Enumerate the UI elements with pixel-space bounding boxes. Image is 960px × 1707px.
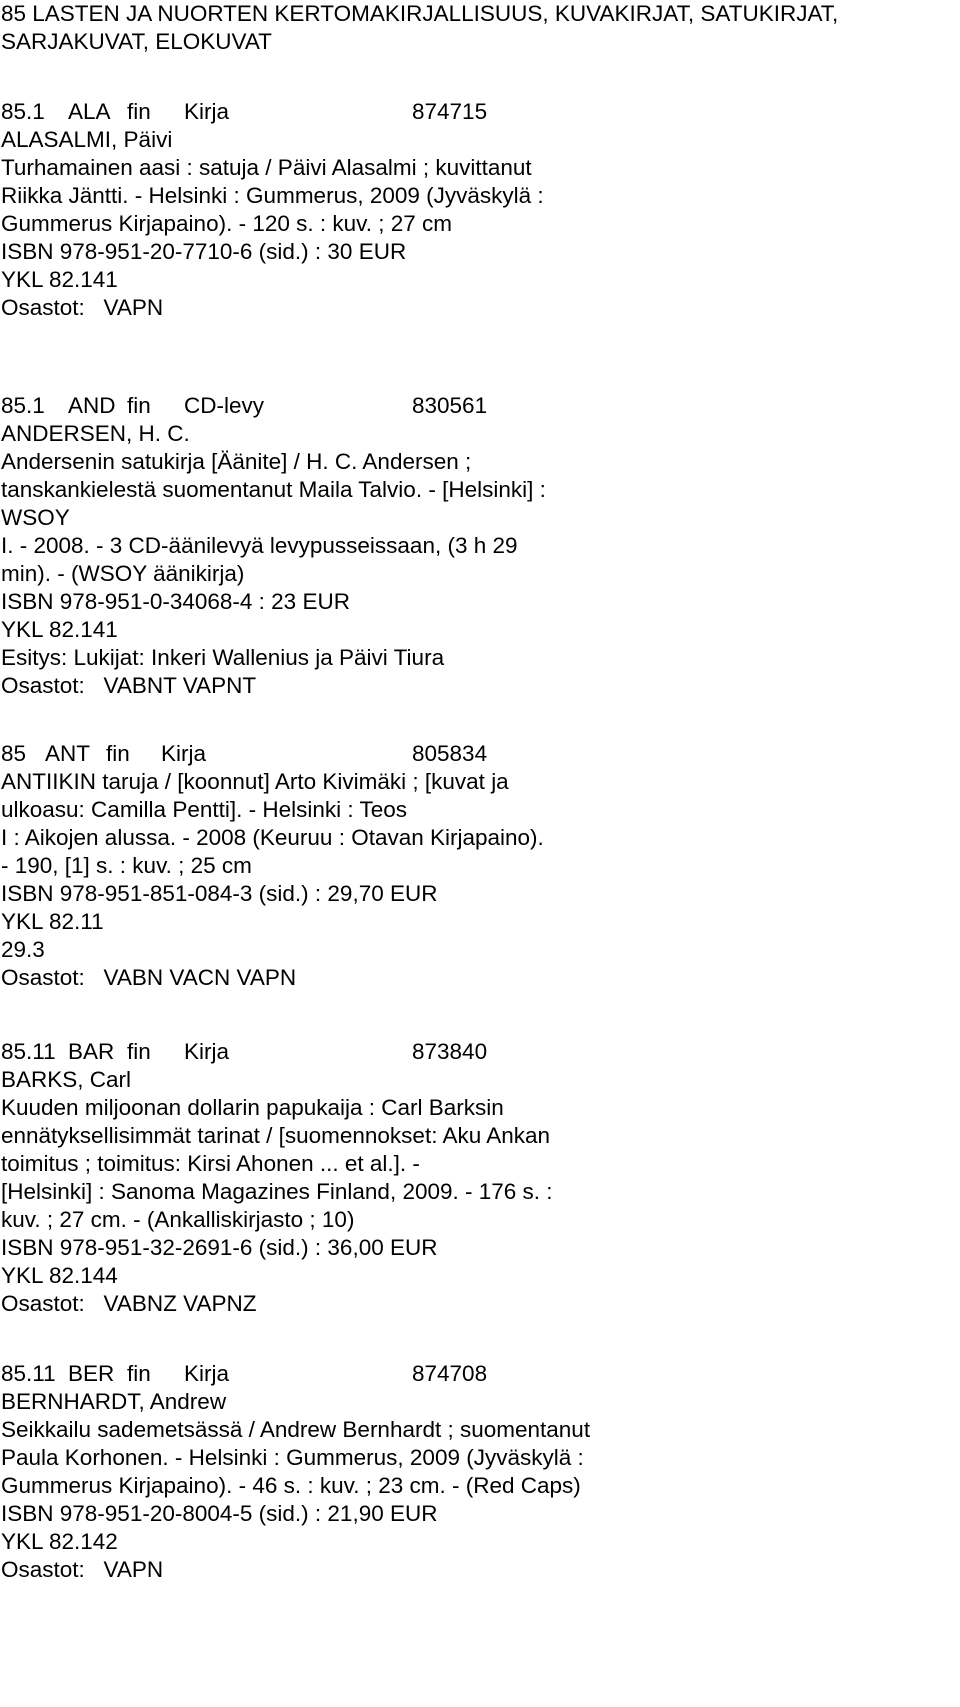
- entry-type: Kirja: [184, 1361, 230, 1386]
- entry-line: Seikkailu sademetsässä / Andrew Bernhardt ; suomentanut: [1, 1417, 591, 1442]
- entry-code: ALA: [68, 99, 111, 124]
- entry-lang: fin: [127, 1361, 151, 1386]
- entry-line: ANTIIKIN taruja / [koonnut] Arto Kivimäki ; [kuvat ja: [1, 769, 509, 794]
- entry-departments: Osastot: VABN VACN VAPN: [1, 965, 297, 990]
- entry-class: 85.1: [1, 99, 45, 124]
- entry-line: ISBN 978-951-0-34068-4 : 23 EUR: [1, 589, 350, 614]
- entry-line: ISBN 978-951-32-2691-6 (sid.) : 36,00 EUR: [1, 1235, 438, 1260]
- entry-line: kuv. ; 27 cm. - (Ankalliskirjasto ; 10): [1, 1207, 355, 1232]
- entry-line: I : Aikojen alussa. - 2008 (Keuruu : Otavan Kirjapaino).: [1, 825, 544, 850]
- entry-number: 805834: [412, 741, 488, 766]
- section-title-line-2: SARJAKUVAT, ELOKUVAT: [1, 29, 272, 54]
- entry-type: Kirja: [161, 741, 207, 766]
- entry-number: 874708: [412, 1361, 488, 1386]
- entry-type: Kirja: [184, 1039, 230, 1064]
- entry-type: Kirja: [184, 99, 230, 124]
- entry-lang: fin: [127, 1039, 151, 1064]
- entry-lang: fin: [127, 99, 151, 124]
- entry-line: ulkoasu: Camilla Pentti]. - Helsinki : Teos: [1, 797, 407, 822]
- entry-line: ANDERSEN, H. C.: [1, 421, 190, 446]
- entry-number: 873840: [412, 1039, 488, 1064]
- entry-number: 830561: [412, 393, 488, 418]
- entry-class: 85.11: [1, 1361, 56, 1386]
- entry-line: tanskankielestä suomentanut Maila Talvio. - [Helsinki] :: [1, 477, 546, 502]
- entry-line: YKL 82.141: [1, 617, 118, 642]
- entry-line: Paula Korhonen. - Helsinki : Gummerus, 2009 (Jyväskylä :: [1, 1445, 584, 1470]
- entry-line: YKL 82.144: [1, 1263, 118, 1288]
- entry-class: 85: [1, 741, 27, 766]
- entry-line: ALASALMI, Päivi: [1, 127, 173, 152]
- entry-lang: fin: [127, 393, 151, 418]
- entry-lang: fin: [106, 741, 130, 766]
- entry-line: Gummerus Kirjapaino). - 120 s. : kuv. ; 27 cm: [1, 211, 452, 236]
- entry-departments: Osastot: VABNT VAPNT: [1, 673, 257, 698]
- entry-line: BERNHARDT, Andrew: [1, 1389, 227, 1414]
- entry-line: YKL 82.142: [1, 1529, 118, 1554]
- entry-line: BARKS, Carl: [1, 1067, 132, 1092]
- entry-number: 874715: [412, 99, 488, 124]
- entry-code: AND: [68, 393, 116, 418]
- entry-code: BAR: [68, 1039, 115, 1064]
- entry-type: CD-levy: [184, 393, 265, 418]
- entry-line: min). - (WSOY äänikirja): [1, 561, 245, 586]
- entry-line: YKL 82.141: [1, 267, 118, 292]
- entry-line: Gummerus Kirjapaino). - 46 s. : kuv. ; 23 cm. - (Red Caps): [1, 1473, 581, 1498]
- entry-line: - 190, [1] s. : kuv. ; 25 cm: [1, 853, 252, 878]
- entry-departments: Osastot: VABNZ VAPNZ: [1, 1291, 257, 1316]
- entry-line: ISBN 978-951-20-7710-6 (sid.) : 30 EUR: [1, 239, 407, 264]
- entry-line: 29.3: [1, 937, 45, 962]
- entry-line: Andersenin satukirja [Äänite] / H. C. Andersen ;: [1, 449, 472, 474]
- entry-line: ISBN 978-951-851-084-3 (sid.) : 29,70 EUR: [1, 881, 438, 906]
- entry-line: ISBN 978-951-20-8004-5 (sid.) : 21,90 EUR: [1, 1501, 438, 1526]
- entry-line: Kuuden miljoonan dollarin papukaija : Carl Barksin: [1, 1095, 504, 1120]
- section-title-line-1: 85 LASTEN JA NUORTEN KERTOMAKIRJALLISUUS, KUVAKIRJAT, SATUKIRJAT,: [1, 1, 839, 26]
- entry-line: Riikka Jäntti. - Helsinki : Gummerus, 2009 (Jyväskylä :: [1, 183, 544, 208]
- entry-line: toimitus ; toimitus: Kirsi Ahonen ... et al.]. -: [1, 1151, 420, 1176]
- entry-class: 85.1: [1, 393, 45, 418]
- entry-line: ennätyksellisimmät tarinat / [suomennokset: Aku Ankan: [1, 1123, 551, 1148]
- entry-line: Turhamainen aasi : satuja / Päivi Alasalmi ; kuvittanut: [1, 155, 532, 180]
- entry-code: BER: [68, 1361, 115, 1386]
- entry-line: WSOY: [1, 505, 70, 530]
- entry-line: I. - 2008. - 3 CD-äänilevyä levypusseissaan, (3 h 29: [1, 533, 518, 558]
- entry-line: Esitys: Lukijat: Inkeri Wallenius ja Päivi Tiura: [1, 645, 445, 670]
- entry-line: YKL 82.11: [1, 909, 104, 934]
- entry-line: [Helsinki] : Sanoma Magazines Finland, 2009. - 176 s. :: [1, 1179, 553, 1204]
- entry-code: ANT: [45, 741, 90, 766]
- entry-departments: Osastot: VAPN: [1, 1557, 164, 1582]
- entry-class: 85.11: [1, 1039, 56, 1064]
- entry-departments: Osastot: VAPN: [1, 295, 164, 320]
